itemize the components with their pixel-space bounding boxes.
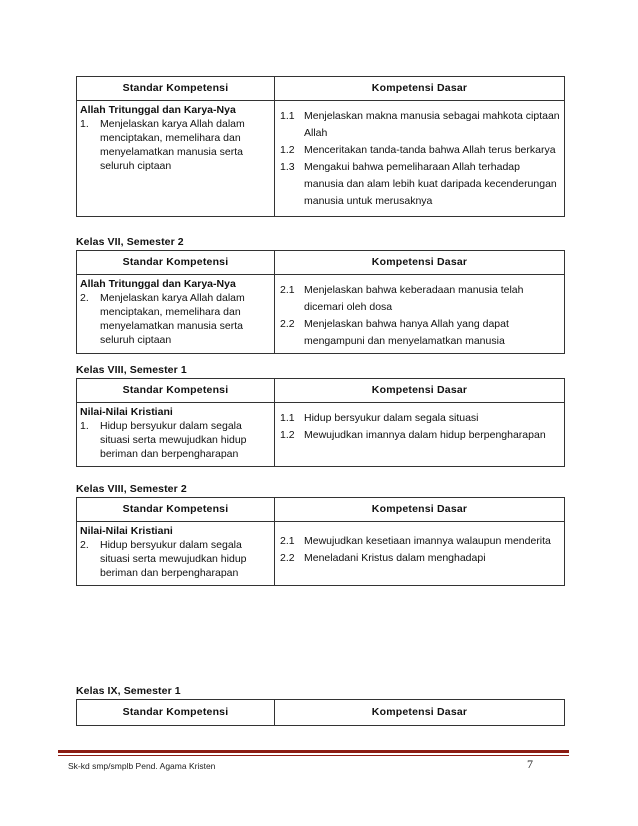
section-kelas-viii-semester-2 [76, 481, 564, 586]
sk-item [80, 538, 271, 580]
kd-item-text: Mewujudkan kesetiaan imannya walaupun menderita [304, 535, 551, 547]
kd-item-number: 1.3 [280, 161, 295, 173]
sk-cell [77, 101, 275, 217]
kd-item-number: 1.1 [280, 110, 295, 122]
sk-item-number: 1. [80, 118, 89, 130]
header-standar-kompetensi: Standar Kompetensi [77, 700, 275, 726]
kd-item [280, 427, 561, 444]
kd-item-text: Menjelaskan makna manusia sebagai mahkota ciptaan Allah [304, 110, 560, 139]
kd-item-number: 2.2 [280, 552, 295, 564]
kd-item [280, 533, 561, 550]
kd-item [280, 159, 561, 210]
kd-item-text: Hidup bersyukur dalam segala situasi [304, 412, 479, 424]
page-number: 7 [527, 757, 533, 771]
kompetensi-table [76, 497, 565, 586]
kompetensi-table [76, 699, 565, 726]
kd-item [280, 410, 561, 427]
kd-cell [275, 101, 565, 217]
section-kelas-ix-semester-1 [76, 683, 564, 726]
sk-heading: Nilai-Nilai Kristiani [80, 406, 173, 418]
sk-heading: Allah Tritunggal dan Karya-Nya [80, 104, 236, 116]
kelas-heading: Kelas IX, Semester 1 [76, 685, 181, 697]
kd-item-number: 2.1 [280, 535, 295, 547]
kd-cell [275, 522, 565, 586]
header-standar-kompetensi: Standar Kompetensi [77, 251, 275, 275]
section-kelas-vii-semester-2 [76, 234, 564, 354]
kelas-heading: Kelas VII, Semester 2 [76, 236, 184, 248]
kd-item-text: Meneladani Kristus dalam menghadapi [304, 552, 486, 564]
header-kompetensi-dasar: Kompetensi Dasar [275, 379, 565, 403]
kd-item-number: 1.2 [280, 144, 295, 156]
kompetensi-table [76, 250, 565, 354]
kelas-heading: Kelas VIII, Semester 2 [76, 483, 187, 495]
kd-item-number: 1.2 [280, 429, 295, 441]
sk-cell [77, 275, 275, 354]
header-kompetensi-dasar: Kompetensi Dasar [275, 700, 565, 726]
kd-item [280, 108, 561, 142]
kd-item [280, 282, 561, 316]
sk-item-number: 2. [80, 539, 89, 551]
sk-cell [77, 403, 275, 467]
kd-item-text: Menjelaskan bahwa hanya Allah yang dapat mengampuni dan menyelamatkan manusia [304, 318, 509, 347]
section-sk-kd-1 [76, 76, 564, 217]
kompetensi-table [76, 378, 565, 467]
sk-item-text: Menjelaskan karya Allah dalam menciptakan, memelihara dan menyelamatkan manusia serta seluruh ciptaan [100, 292, 245, 346]
footer-rule [58, 750, 569, 753]
kd-item-text: Mengakui bahwa pemeliharaan Allah terhadap manusia dan alam lebih kuat daripada kecenderungan manusia untuk merusaknya [304, 161, 557, 207]
sk-item-text: Menjelaskan karya Allah dalam menciptakan, memelihara dan menyelamatkan manusia serta seluruh ciptaan [100, 118, 245, 172]
sk-cell [77, 522, 275, 586]
header-kompetensi-dasar: Kompetensi Dasar [275, 77, 565, 101]
kd-item-text: Mewujudkan imannya dalam hidup berpengharapan [304, 429, 546, 441]
header-standar-kompetensi: Standar Kompetensi [77, 498, 275, 522]
sk-item-text: Hidup bersyukur dalam segala situasi serta mewujudkan hidup beriman dan berpengharapan [100, 539, 247, 579]
footer-rule-thin [58, 755, 569, 756]
header-kompetensi-dasar: Kompetensi Dasar [275, 498, 565, 522]
kd-item [280, 316, 561, 350]
kd-item-text: Menceritakan tanda-tanda bahwa Allah terus berkarya [304, 144, 556, 156]
kd-item [280, 550, 561, 567]
sk-heading: Allah Tritunggal dan Karya-Nya [80, 278, 236, 290]
kelas-heading: Kelas VIII, Semester 1 [76, 364, 187, 376]
header-standar-kompetensi: Standar Kompetensi [77, 77, 275, 101]
header-standar-kompetensi: Standar Kompetensi [77, 379, 275, 403]
kd-item-number: 1.1 [280, 412, 295, 424]
sk-item-number: 1. [80, 420, 89, 432]
kd-cell [275, 403, 565, 467]
section-kelas-viii-semester-1 [76, 362, 564, 467]
sk-item-number: 2. [80, 292, 89, 304]
sk-heading: Nilai-Nilai Kristiani [80, 525, 173, 537]
header-kompetensi-dasar: Kompetensi Dasar [275, 251, 565, 275]
kd-item [280, 142, 561, 159]
sk-item [80, 419, 271, 461]
sk-item [80, 117, 271, 173]
kd-item-number: 2.2 [280, 318, 295, 330]
kd-item-number: 2.1 [280, 284, 295, 296]
kd-cell [275, 275, 565, 354]
sk-item [80, 291, 271, 347]
kompetensi-table [76, 76, 565, 217]
kd-item-text: Menjelaskan bahwa keberadaan manusia telah dicemari oleh dosa [304, 284, 524, 313]
footer-document-title: Sk-kd smp/smplb Pend. Agama Kristen [68, 761, 216, 771]
sk-item-text: Hidup bersyukur dalam segala situasi serta mewujudkan hidup beriman dan berpengharapan [100, 420, 247, 460]
